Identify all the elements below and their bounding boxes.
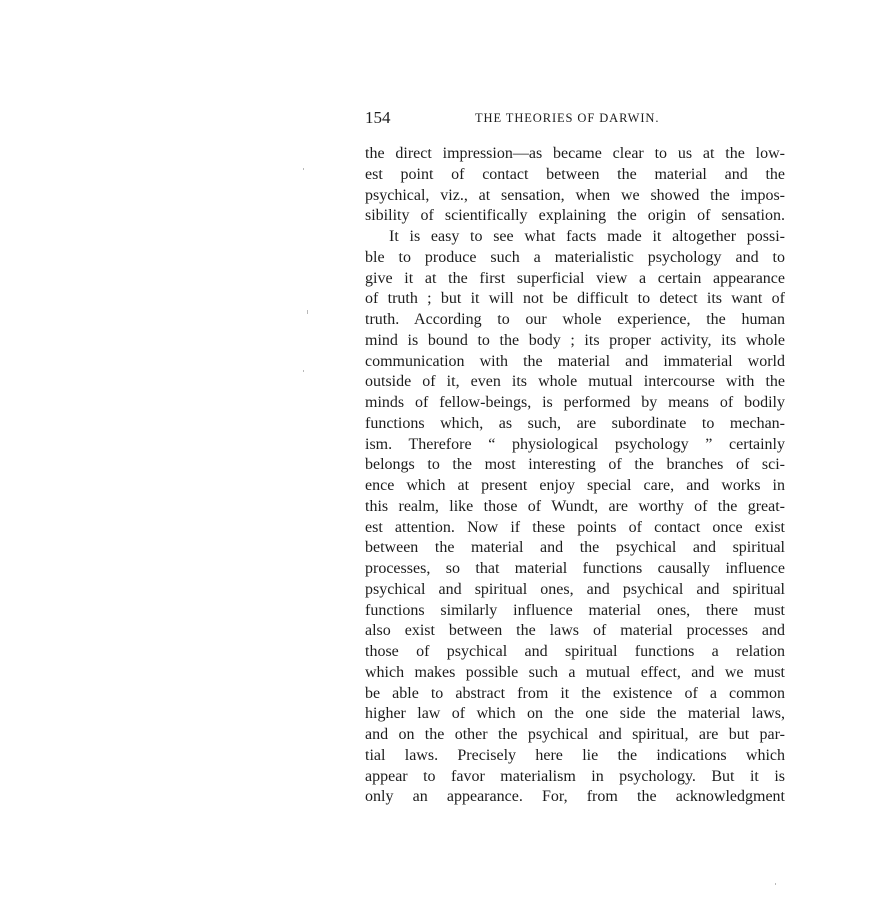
text-line: functions which, as such, are subordinate to mechan- <box>365 414 785 432</box>
text-line: mind is bound to the body ; its proper activity, its whole <box>365 331 785 349</box>
text-line: between the material and the psychical and spiritual <box>365 539 785 557</box>
text-line: of truth ; but it will not be difficult to detect its want of <box>365 290 785 308</box>
text-line: appear to favor materialism in psychology. But it is <box>365 767 785 785</box>
text-line: processes, so that material functions causally influence <box>365 560 785 577</box>
text-line: only an appearance. For, from the acknowledgment <box>365 788 785 806</box>
text-line: the direct impression—as became clear to us at the low- <box>365 145 785 162</box>
text-line: belongs to the most interesting of the branches of sci- <box>365 456 785 474</box>
text-line: est point of contact between the material and the <box>365 165 785 183</box>
page-number: 154 <box>365 108 391 127</box>
running-title: THE THEORIES OF DARWIN. <box>475 111 660 125</box>
text-line: ence which at present enjoy special care, and works in <box>365 477 785 494</box>
text-line: truth. According to our whole experience, the human <box>365 311 785 328</box>
scan-speck <box>307 310 308 314</box>
text-line: also exist between the laws of material processes and <box>365 622 785 640</box>
text-line: ble to produce such a materialistic psychology and to <box>365 248 785 266</box>
text-line: which makes possible such a mutual effect, and we must <box>365 663 785 681</box>
text-line: be able to abstract from it the existence of a common <box>365 684 785 702</box>
text-line: minds of fellow-beings, is performed by means of bodily <box>365 394 785 411</box>
scan-speck <box>303 168 304 170</box>
body-text <box>365 144 785 808</box>
scan-speck <box>303 370 304 372</box>
text-line: and on the other the psychical and spiritual, are but par- <box>365 726 785 743</box>
text-line: communication with the material and immaterial world <box>365 352 785 370</box>
scan-speck <box>775 883 776 885</box>
text-line: psychical and spiritual ones, and psychical and spiritual <box>365 580 785 598</box>
text-line: this realm, like those of Wundt, are worthy of the great- <box>365 497 785 515</box>
text-line: give it at the first superficial view a certain appearance <box>365 269 785 287</box>
text-line: It is easy to see what facts made it altogether possi- <box>389 228 785 245</box>
text-line: functions similarly influence material ones, there must <box>365 601 785 619</box>
running-head <box>365 108 785 128</box>
text-line: ism. Therefore “ physiological psychology ” certainly <box>365 435 785 453</box>
text-line: outside of it, even its whole mutual intercourse with the <box>365 373 785 391</box>
text-line: psychical, viz., at sensation, when we showed the impos- <box>365 186 785 204</box>
text-line: sibility of scientifically explaining the origin of sensation. <box>365 207 785 225</box>
text-line: those of psychical and spiritual functions a relation <box>365 643 785 660</box>
text-line: est attention. Now if these points of contact once exist <box>365 518 785 536</box>
text-line: higher law of which on the one side the material laws, <box>365 705 785 723</box>
text-line: tial laws. Precisely here lie the indications which <box>365 746 785 764</box>
